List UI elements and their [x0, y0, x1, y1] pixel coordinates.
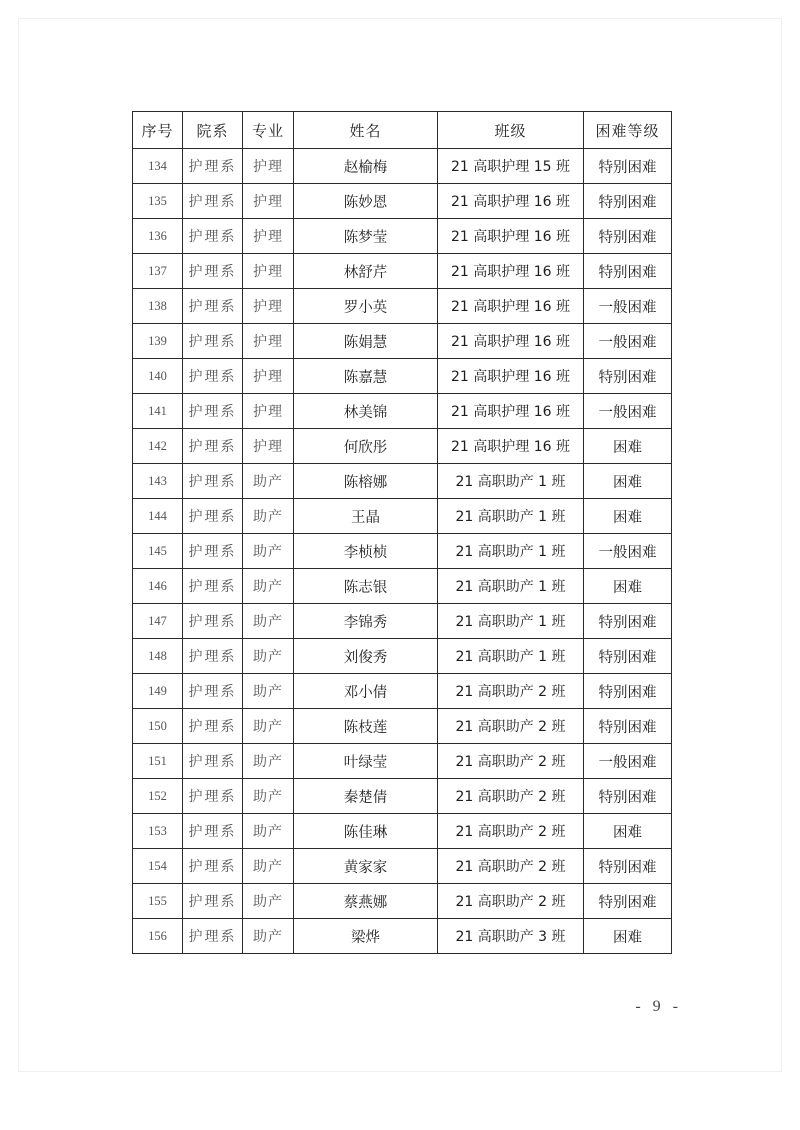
cell-major: 助产 [243, 534, 294, 569]
cell-level: 一般困难 [584, 534, 672, 569]
student-table [132, 111, 672, 954]
cell-name: 陈妙恩 [294, 184, 438, 219]
table-row [133, 884, 672, 919]
cell-class: 21 高职助产 1 班 [438, 639, 584, 674]
table-row [133, 324, 672, 359]
cell-major: 助产 [243, 744, 294, 779]
cell-class: 21 高职护理 16 班 [438, 359, 584, 394]
cell-major: 护理 [243, 394, 294, 429]
header-seq: 序号 [133, 112, 183, 149]
cell-major: 护理 [243, 359, 294, 394]
header-major: 专业 [243, 112, 294, 149]
cell-dept: 护理系 [183, 534, 243, 569]
cell-class: 21 高职助产 3 班 [438, 919, 584, 954]
cell-major: 助产 [243, 709, 294, 744]
cell-seq: 141 [133, 394, 183, 429]
cell-name: 王晶 [294, 499, 438, 534]
cell-class: 21 高职护理 16 班 [438, 184, 584, 219]
cell-level: 困难 [584, 569, 672, 604]
cell-name: 刘俊秀 [294, 639, 438, 674]
cell-dept: 护理系 [183, 674, 243, 709]
cell-level: 一般困难 [584, 394, 672, 429]
cell-seq: 138 [133, 289, 183, 324]
cell-major: 护理 [243, 219, 294, 254]
header-level: 困难等级 [584, 112, 672, 149]
cell-dept: 护理系 [183, 499, 243, 534]
cell-level: 特别困难 [584, 184, 672, 219]
cell-major: 助产 [243, 464, 294, 499]
cell-major: 护理 [243, 149, 294, 184]
cell-major: 护理 [243, 289, 294, 324]
cell-level: 特别困难 [584, 359, 672, 394]
table-row [133, 464, 672, 499]
cell-name: 罗小英 [294, 289, 438, 324]
cell-dept: 护理系 [183, 219, 243, 254]
table-row [133, 289, 672, 324]
cell-level: 困难 [584, 499, 672, 534]
table-row [133, 639, 672, 674]
cell-seq: 139 [133, 324, 183, 359]
cell-class: 21 高职助产 2 班 [438, 674, 584, 709]
cell-level: 一般困难 [584, 324, 672, 359]
cell-class: 21 高职助产 2 班 [438, 744, 584, 779]
cell-seq: 145 [133, 534, 183, 569]
cell-dept: 护理系 [183, 849, 243, 884]
cell-major: 助产 [243, 814, 294, 849]
cell-major: 护理 [243, 324, 294, 359]
cell-major: 助产 [243, 884, 294, 919]
cell-name: 林舒芹 [294, 254, 438, 289]
cell-name: 陈梦莹 [294, 219, 438, 254]
cell-level: 特别困难 [584, 674, 672, 709]
cell-major: 护理 [243, 429, 294, 464]
cell-level: 特别困难 [584, 149, 672, 184]
cell-seq: 146 [133, 569, 183, 604]
cell-level: 一般困难 [584, 744, 672, 779]
cell-seq: 155 [133, 884, 183, 919]
cell-dept: 护理系 [183, 464, 243, 499]
cell-name: 陈榕娜 [294, 464, 438, 499]
cell-major: 助产 [243, 499, 294, 534]
cell-name: 陈嘉慧 [294, 359, 438, 394]
cell-dept: 护理系 [183, 394, 243, 429]
cell-class: 21 高职助产 1 班 [438, 604, 584, 639]
cell-class: 21 高职助产 2 班 [438, 779, 584, 814]
cell-name: 梁烨 [294, 919, 438, 954]
cell-class: 21 高职助产 2 班 [438, 849, 584, 884]
header-row [133, 112, 672, 149]
cell-name: 秦楚倩 [294, 779, 438, 814]
cell-major: 护理 [243, 254, 294, 289]
cell-name: 陈佳琳 [294, 814, 438, 849]
cell-name: 何欣彤 [294, 429, 438, 464]
cell-dept: 护理系 [183, 639, 243, 674]
cell-major: 助产 [243, 569, 294, 604]
table-row [133, 429, 672, 464]
cell-name: 叶绿莹 [294, 744, 438, 779]
cell-seq: 137 [133, 254, 183, 289]
table-row [133, 149, 672, 184]
table-row [133, 254, 672, 289]
cell-major: 助产 [243, 604, 294, 639]
cell-seq: 142 [133, 429, 183, 464]
table-row [133, 499, 672, 534]
table-row [133, 569, 672, 604]
cell-name: 陈志银 [294, 569, 438, 604]
cell-seq: 136 [133, 219, 183, 254]
table-row [133, 219, 672, 254]
table-row [133, 919, 672, 954]
cell-seq: 156 [133, 919, 183, 954]
header-class: 班级 [438, 112, 584, 149]
cell-class: 21 高职助产 1 班 [438, 499, 584, 534]
cell-seq: 154 [133, 849, 183, 884]
cell-dept: 护理系 [183, 604, 243, 639]
table-row [133, 359, 672, 394]
cell-level: 特别困难 [584, 709, 672, 744]
cell-class: 21 高职护理 16 班 [438, 289, 584, 324]
cell-dept: 护理系 [183, 709, 243, 744]
cell-class: 21 高职护理 16 班 [438, 429, 584, 464]
header-dept: 院系 [183, 112, 243, 149]
table-row [133, 394, 672, 429]
header-name: 姓名 [294, 112, 438, 149]
cell-major: 助产 [243, 639, 294, 674]
cell-dept: 护理系 [183, 779, 243, 814]
cell-seq: 147 [133, 604, 183, 639]
cell-level: 特别困难 [584, 639, 672, 674]
cell-class: 21 高职护理 16 班 [438, 254, 584, 289]
cell-class: 21 高职助产 2 班 [438, 814, 584, 849]
cell-class: 21 高职护理 16 班 [438, 394, 584, 429]
cell-seq: 150 [133, 709, 183, 744]
cell-seq: 152 [133, 779, 183, 814]
cell-major: 助产 [243, 849, 294, 884]
cell-level: 困难 [584, 919, 672, 954]
cell-dept: 护理系 [183, 814, 243, 849]
table-row [133, 604, 672, 639]
cell-major: 助产 [243, 674, 294, 709]
cell-dept: 护理系 [183, 359, 243, 394]
cell-level: 特别困难 [584, 849, 672, 884]
cell-class: 21 高职助产 1 班 [438, 534, 584, 569]
cell-seq: 134 [133, 149, 183, 184]
cell-class: 21 高职助产 2 班 [438, 709, 584, 744]
cell-name: 陈娟慧 [294, 324, 438, 359]
cell-dept: 护理系 [183, 289, 243, 324]
cell-class: 21 高职护理 16 班 [438, 324, 584, 359]
table-row [133, 814, 672, 849]
cell-major: 护理 [243, 184, 294, 219]
cell-dept: 护理系 [183, 919, 243, 954]
cell-level: 一般困难 [584, 289, 672, 324]
cell-name: 邓小倩 [294, 674, 438, 709]
cell-name: 黄家家 [294, 849, 438, 884]
cell-seq: 151 [133, 744, 183, 779]
cell-name: 李桢桢 [294, 534, 438, 569]
cell-name: 李锦秀 [294, 604, 438, 639]
cell-name: 蔡燕娜 [294, 884, 438, 919]
cell-dept: 护理系 [183, 429, 243, 464]
cell-dept: 护理系 [183, 184, 243, 219]
table-row [133, 744, 672, 779]
cell-class: 21 高职助产 2 班 [438, 884, 584, 919]
cell-class: 21 高职护理 15 班 [438, 149, 584, 184]
cell-name: 赵榆梅 [294, 149, 438, 184]
cell-seq: 148 [133, 639, 183, 674]
table-row [133, 674, 672, 709]
cell-dept: 护理系 [183, 254, 243, 289]
cell-level: 特别困难 [584, 604, 672, 639]
cell-dept: 护理系 [183, 324, 243, 359]
cell-major: 助产 [243, 779, 294, 814]
table-row [133, 849, 672, 884]
cell-seq: 140 [133, 359, 183, 394]
cell-seq: 153 [133, 814, 183, 849]
cell-name: 林美锦 [294, 394, 438, 429]
cell-level: 特别困难 [584, 219, 672, 254]
table-row [133, 534, 672, 569]
cell-major: 助产 [243, 919, 294, 954]
cell-level: 特别困难 [584, 884, 672, 919]
cell-level: 特别困难 [584, 779, 672, 814]
cell-level: 困难 [584, 464, 672, 499]
page-number: - 9 - [635, 998, 682, 1015]
cell-seq: 135 [133, 184, 183, 219]
cell-level: 特别困难 [584, 254, 672, 289]
cell-seq: 149 [133, 674, 183, 709]
cell-class: 21 高职助产 1 班 [438, 464, 584, 499]
table-row [133, 779, 672, 814]
cell-name: 陈枝莲 [294, 709, 438, 744]
cell-class: 21 高职护理 16 班 [438, 219, 584, 254]
cell-dept: 护理系 [183, 569, 243, 604]
table-row [133, 184, 672, 219]
cell-dept: 护理系 [183, 744, 243, 779]
cell-dept: 护理系 [183, 149, 243, 184]
cell-level: 困难 [584, 429, 672, 464]
cell-dept: 护理系 [183, 884, 243, 919]
cell-level: 困难 [584, 814, 672, 849]
cell-class: 21 高职助产 1 班 [438, 569, 584, 604]
cell-seq: 143 [133, 464, 183, 499]
table-row [133, 709, 672, 744]
cell-seq: 144 [133, 499, 183, 534]
